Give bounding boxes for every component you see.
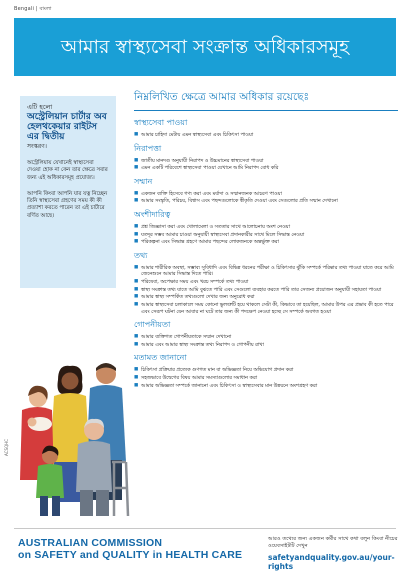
logo-line2: on SAFETY and QUALITY in HEALTH CARE [18,549,243,562]
section-list [134,191,398,205]
list-item: ■ আমার ব্যক্তিগত গোপনীয়তাকে সম্মান দেখানো [134,334,398,341]
list-item: ■ আমার শারীরিক অবস্থা, সম্ভাব্য সুবিধাদি এবং বিভিন্ন ধরনের পরীক্ষা ও চিকিৎসার ঝুঁকি সম্পর্কে পরিষ্কার তথ্য পাওয়া যাতে করে আমি জেনেশুনে আমার সিদ্ধান্ত দিতে পারি। [134,265,398,278]
intro-para1: অস্ট্রেলিয়ায় যেখানেই স্বাস্থ্যসেবা দেওয়া হোক না কেন তার ক্ষেত্রে সবার জন্য এই অধিকারসমূহ প্রযোজ্য। [27,159,108,181]
rights-section [134,319,398,348]
website-link[interactable]: safetyandquality.gov.au/your-rights [268,553,395,572]
list-item: ■ আমার এবং আমার স্বাস্থ্য সংক্রান্ত তথ্য নিরাপদ ও গোপনীয় রাখা [134,342,398,349]
contact-note: আরও তথ্যের জন্য একজন কর্মীর সাথে কথা বলুন কিংবা নীচের ওয়েবসাইটটি দেখুন [268,536,398,550]
elder-cardigan [76,441,112,492]
list-item: ■ একজন ব্যক্তি হিসেবে গণ্য করা এবং মর্যাদা ও সম্মানজনক আচরণ পাওয়া [134,191,398,198]
contact-block [268,536,400,571]
list-item: ■ জাতীয় মানদণ্ড অনুযায়ী নিরাপদ ও উচ্চমানের স্বাস্থ্যসেবা পাওয়া [134,158,398,165]
elder-leg-right [96,490,109,516]
list-item: ■ পরিষেবা, অপেক্ষার সময় এবং খরচ সম্পর্কে তথ্য পাওয়া [134,279,398,286]
section-title: গোপনীয়তা [134,320,171,330]
list-item: ■ সহজভাবে উদ্বেগের বিষয় আমার সমস্যাগুলোর সমাধান করা [134,375,398,382]
child-leg-left [40,496,48,516]
section-list [134,334,398,348]
rights-column [134,90,398,393]
elder-leg-left [80,490,93,516]
intro-highlight: অস্ট্রেলিয়ান চার্টার অব হেলথকেয়ার রাইটস এর দ্বিতীয় [27,111,107,142]
section-title: সম্মান [134,176,153,186]
rights-section [134,209,398,246]
intro-line3: সংস্করণ। [27,143,47,151]
list-item: ■ স্বাস্থ্য সংক্রান্ত তথ্য যাতে আমি বুঝতে পারি এবং সেগুলো ব্যবহার করতে পারি তার সেজন্য প্রয়োজন অনুযায়ী সহায়তা পাওয়া [134,287,398,294]
footer-divider [14,528,396,529]
title-banner [14,18,396,76]
section-title: মতামত জানানো [134,353,187,363]
list-item: ■ আমার অভিজ্ঞতা সম্পর্কে জানানো এবং চিকিৎসা ও স্বাস্থ্যসেবার মান উন্নয়নে অংশগ্রহণ করা [134,383,398,390]
intro-callout [20,96,116,288]
rights-heading: নিম্নলিখিত ক্ষেত্রে আমার অধিকার রয়েছেঃ [134,90,398,111]
rights-section [134,352,398,389]
section-list [134,265,398,315]
section-title: অংশীদারিত্ব [134,210,171,220]
list-item: ■ যতদূর সম্ভব আমার চাওয়া অনুযায়ী স্বাস্থ্যসেবা প্রদানকারীর সাথে মিলে সিদ্ধান্ত নেওয়া [134,232,398,239]
child-leg-right [52,496,60,516]
rights-sections [134,117,398,389]
language-tag: Bengali | বাংলা [14,6,52,12]
list-item: ■ প্রশ্ন জিজ্ঞাসা করা এবং খোলামেলা ও সততার সাথে আলোচনায় অংশ নেওয়া [134,224,398,231]
section-list [134,132,398,139]
rights-section [134,250,398,315]
intro-para2: আপনি কিংবা আপনি যার যত্ন নিচ্ছেন তিনি স্বাস্থ্যসেবা গ্রহণের সময় কী কী প্রত্যাশা করতে পারেন তা এই চার্টারে বর্ণিত আছে। [27,190,108,219]
list-item: ■ চিকিৎসা প্রক্রিয়ার প্রত্যেক গুণগত মান বা অভিজ্ঞতা নিয়ে অভিযোগ প্রদান করা [134,367,398,374]
list-item: ■ আমার স্বাস্থ্যসেবা চলাকালে সময় কোনো ভুলত্রুটি হয়ে থাকলে সেটা কী, কিভাবে তা হয়েছিল, আমার উপর এর প্রভাব কী হতে পারে এবং সেরূপ ঘটনা যেন আবার না ঘটে তার জন্য কী পদক্ষেপ নেওয়া হচ্ছে সে সম্পর্কে অবগত হওয়া [134,302,398,315]
child-shirt [36,464,64,498]
list-item: ■ আমার চাহিদা মেটায় এমন স্বাস্থ্যসেবা এবং চিকিৎসা পাওয়া [134,132,398,139]
section-list [134,367,398,389]
list-item: ■ আমার সংস্কৃতি, পরিচয়, বিশ্বাস এবং পছন্দগুলোকে স্বীকৃতি দেওয়া এবং সেগুলোর প্রতি সম্মান দেখানো [134,198,398,205]
list-item: ■ এমন একটি পরিবেশে স্বাস্থ্যসেবা পাওয়া যেখানে আমি নিরাপদ বোধ করি [134,165,398,172]
list-item: ■ পরিকল্পনা এবং সিদ্ধান্ত গ্রহণে আমার পছন্দের লোকজনকে অন্তর্ভুক্ত করা [134,239,398,246]
logo-line1: AUSTRALIAN COMMISSION [18,537,163,549]
page-title: আমার স্বাস্থ্যসেবা সংক্রান্ত অধিকারসমূহ [60,35,350,58]
rights-section [134,176,398,205]
baby-head [28,418,37,427]
rights-section [134,143,398,172]
people-illustration [14,352,132,520]
section-title: স্বাস্থ্যসেবা পাওয়া [134,118,188,127]
section-title: তথ্য [134,250,148,260]
section-list [134,158,398,172]
section-list [134,224,398,246]
document-code: ACSQHC [4,439,9,456]
intro-line1: এটি হলো [27,103,53,111]
rights-section [134,117,398,139]
list-item: ■ আমার স্বাস্থ্য সম্পর্কিত তথ্যগুলো দেখার জন্য অনুরোধ করা [134,294,398,301]
section-title: নিরাপত্তা [134,143,162,153]
commission-logo [18,537,258,561]
